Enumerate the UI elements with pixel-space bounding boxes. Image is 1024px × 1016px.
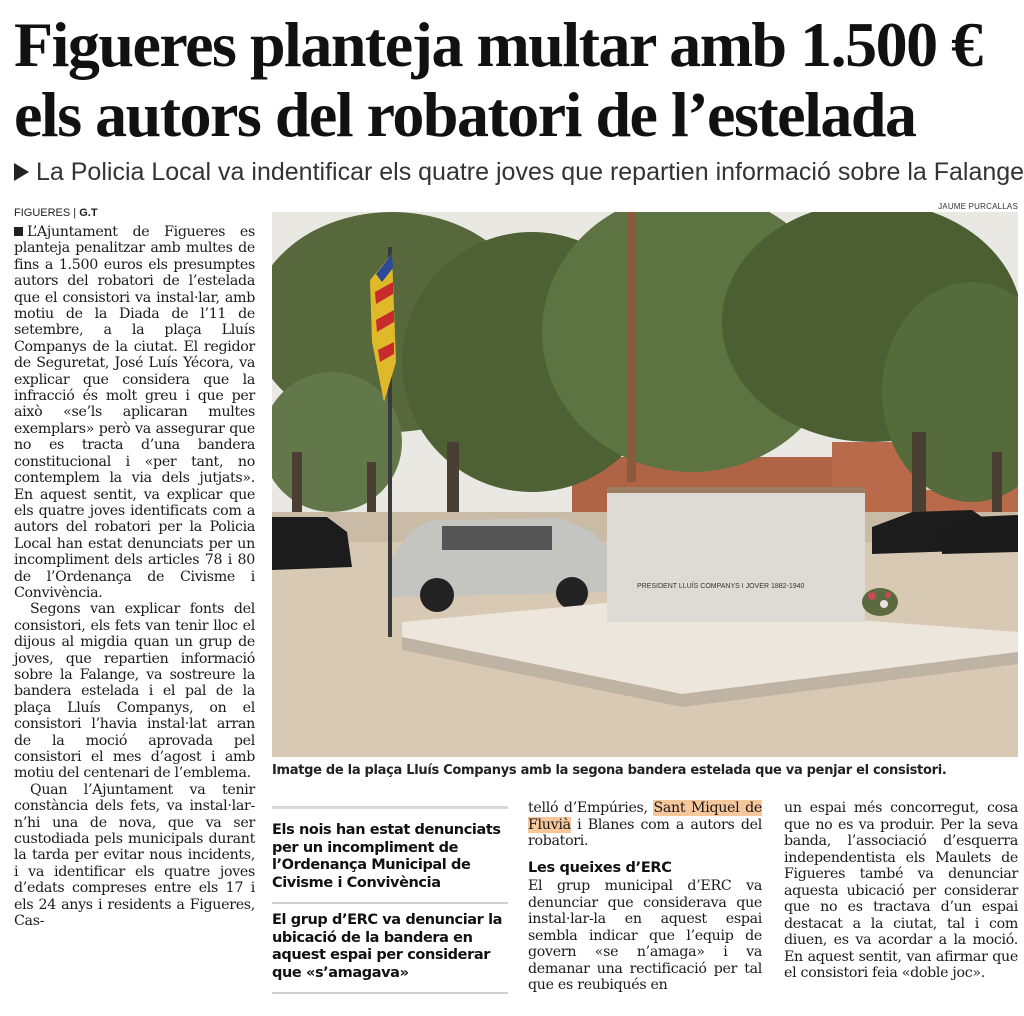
subheadline-text: La Policia Local va indentificar els quatre joves que repartien informació sobre la Falange — [36, 158, 1024, 186]
paragraph-4-end: i Blanes com a autors del robatori. — [528, 816, 762, 849]
pull-quote-1: Els nois han estat denunciats per un incompliment de l’Ordenança Municipal de Civisme i Convivència — [272, 822, 501, 891]
byline-place: FIGUERES | — [14, 207, 77, 219]
byline-author: G.T — [79, 207, 98, 219]
section-heading: Les queixes d’ERC — [528, 859, 672, 876]
paragraph-1-text: L’Ajuntament de Figueres es planteja penalitzar amb multes de fins a 1.500 euros els presumptes autors del robatori de l’estelada que el consistori va instal·lar, amb motiu de la Diada de l’11 de setembre, a la plaça Lluís Companys de la ciutat. El regidor de Seguretat, José Luís Yécora, va explicar que considera que la infracció és molt greu i que per això «se’ls aplicaran multes exemplars» però va assegurar que no es tracta d’una bandera constitucional i «per tant, no contemplem la via dels jutjats». En aquest sentit, va explicar que els quatre joves identificats com a autors del robatori per la Policia Local han estat denunciats per un incompliment dels articles 78 i 80 de l’Ordenança de Civisme i Convivència. — [14, 224, 255, 601]
byline — [14, 207, 98, 219]
headline-line-2: els autors del robatori de l’estelada — [14, 79, 916, 150]
headline-line-1: Figueres planteja multar amb 1.500 € — [14, 9, 982, 80]
headline — [14, 10, 1014, 150]
pull-quote-2: El grup d’ERC va denunciar la ubicació de la bandera en aquest espai per considerar que «s’amagava» — [272, 912, 503, 981]
article-paragraph — [528, 800, 762, 850]
square-bullet-icon — [14, 227, 23, 236]
pull-quote-box — [272, 806, 508, 1002]
article-paragraph — [14, 224, 255, 601]
photo-caption: Imatge de la plaça Lluís Companys amb la segona bandera estelada que va penjar el consistori. — [272, 763, 947, 778]
pull-quote-divider — [272, 902, 508, 904]
monument-plaque-text: PRESIDENT LLUÍS COMPANYS I JOVER 1882-1940 — [637, 583, 805, 590]
article-paragraph: Segons van explicar fonts del consistori, els fets van tenir lloc el dijous al migdia quan un grup de joves, que repartien informació sobre la Falange, va sostreure la bandera estelada i el pal de la plaça Lluís Companys, on el consistori l’havia instal·lat arran de la moció aprovada pel consistori el mes d’agost i amb motiu del centenari de l’emblema. — [14, 601, 255, 782]
subheadline — [14, 158, 1024, 187]
article-photo — [272, 212, 1018, 757]
article-paragraph: El grup municipal d’ERC va denunciar que considerava que instal·lar-la en aquest espai sembla indicar que l’equip de govern «se n’amaga» i va demanar una rectificació per tal que es reubiqués en — [528, 878, 762, 993]
article-column-3 — [528, 800, 762, 994]
article-column-4 — [784, 800, 1018, 982]
pull-quote-divider — [272, 806, 508, 809]
article-paragraph: un espai més concorregut, cosa que no es va produir. Per la seva banda, l’associació d’esquerra independentista els Maulets de Figueres també va denunciar aquesta ubicació per considerar que no es tractava d’un espai destacat a la ciutat, tal i com diuen, es va acordar a la moció. En aquest sentit, van afirmar que el consistori feia «doble joc». — [784, 800, 1018, 981]
article-paragraph: Quan l’Ajuntament va tenir constància dels fets, va instal·lar-n’hi una de nova, que va ser custodiada pels municipals durant la tarda per evitar nous incidents, i va identificar els quatre joves d’edats compreses entre els 17 i els 24 anys i residents a Figueres, Cas- — [14, 781, 255, 930]
highlighted-place-name: Sant Miquel de Fluvià — [528, 800, 762, 833]
article-column-1 — [14, 224, 255, 929]
photo-credit: JAUME PURCALLAS — [938, 202, 1018, 211]
pull-quote-divider — [272, 992, 508, 994]
paragraph-4-start: telló d’Empúries, — [528, 800, 654, 816]
plaza-photo-illustration — [272, 212, 1018, 757]
triangle-bullet-icon — [14, 163, 29, 181]
